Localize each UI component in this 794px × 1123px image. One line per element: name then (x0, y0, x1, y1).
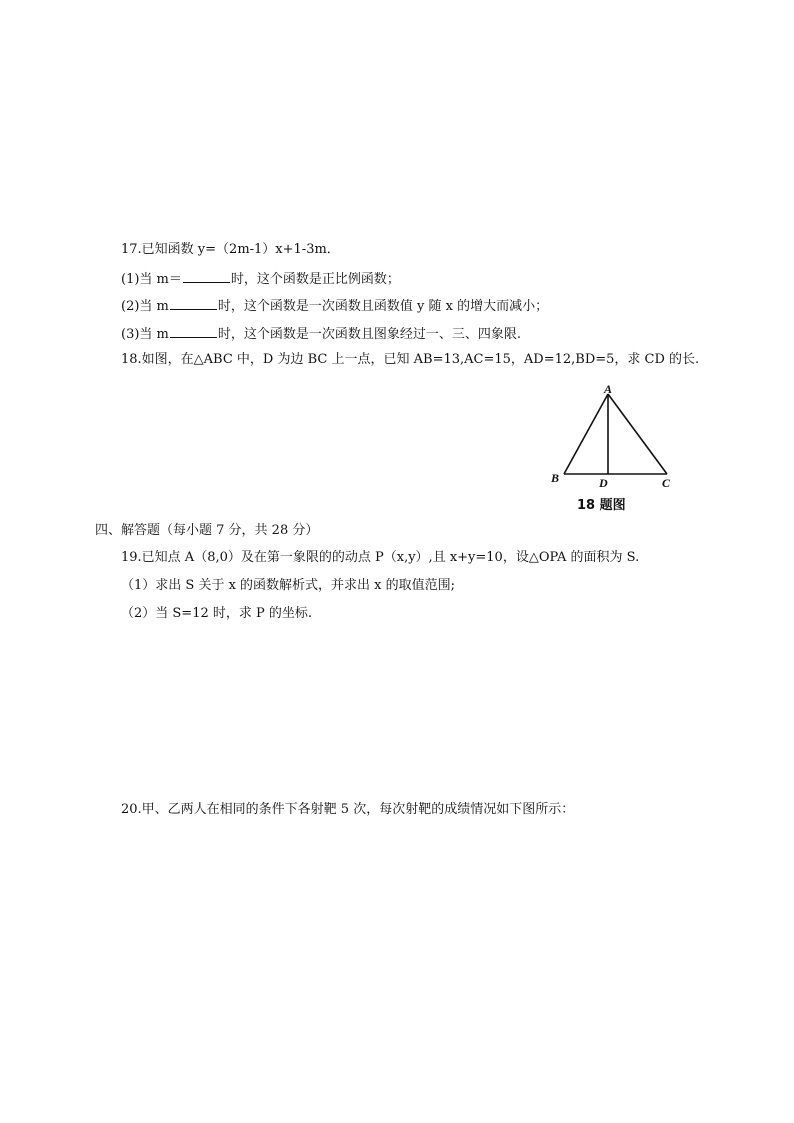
q17-part1-suffix: 时，这个函数是正比例函数； (230, 272, 400, 287)
question-19-part-2: （2）当 S=12 时，求 P 的坐标. (121, 606, 313, 621)
answer-blank (170, 325, 217, 338)
vertex-a-label: A (604, 383, 613, 396)
question-17-part-2 (121, 297, 548, 315)
vertex-d-label: D (599, 476, 608, 490)
q17-part2-prefix: (2)当 m (121, 299, 169, 314)
question-17-part-1 (121, 270, 400, 288)
segment-ac (608, 394, 667, 474)
answer-blank (183, 270, 230, 283)
q17-part3-suffix: 时，这个函数是一次函数且图象经过一、三、四象限. (217, 327, 522, 342)
q17-part2-suffix: 时，这个函数是一次函数且函数值 y 随 x 的增大而减小； (217, 299, 549, 314)
vertex-b-label: B (551, 471, 560, 485)
q17-part1-prefix: (1)当 m＝ (121, 272, 182, 287)
question-19-stem: 19.已知点 A（8,0）及在第一象限的的动点 P（x,y）,且 x+y=10，设△OPA 的面积为 S. (121, 550, 640, 565)
figure-caption: 18 题图 (577, 498, 626, 513)
question-17-stem: 17.已知函数 y=（2m-1）x+1-3m． (121, 242, 340, 257)
section-heading: 四、解答题（每小题 7 分，共 28 分） (95, 523, 319, 538)
question-17-part-3 (121, 325, 521, 343)
question-20-stem: 20.甲、乙两人在相同的条件下各射靶 5 次，每次射靶的成绩情况如下图所示： (121, 802, 575, 817)
question-19-part-1: （1）求出 S 关于 x 的函数解析式，并求出 x 的取值范围; (121, 578, 456, 593)
q17-part3-prefix: (3)当 m (121, 327, 169, 342)
question-18-stem: 18.如图，在△ABC 中，D 为边 BC 上一点，已知 AB=13,AC=15，AD=12,BD=5，求 CD 的长. (121, 352, 700, 367)
triangle-figure (545, 383, 685, 511)
answer-blank (170, 297, 217, 310)
segment-ab (564, 394, 608, 474)
vertex-c-label: C (662, 476, 671, 490)
